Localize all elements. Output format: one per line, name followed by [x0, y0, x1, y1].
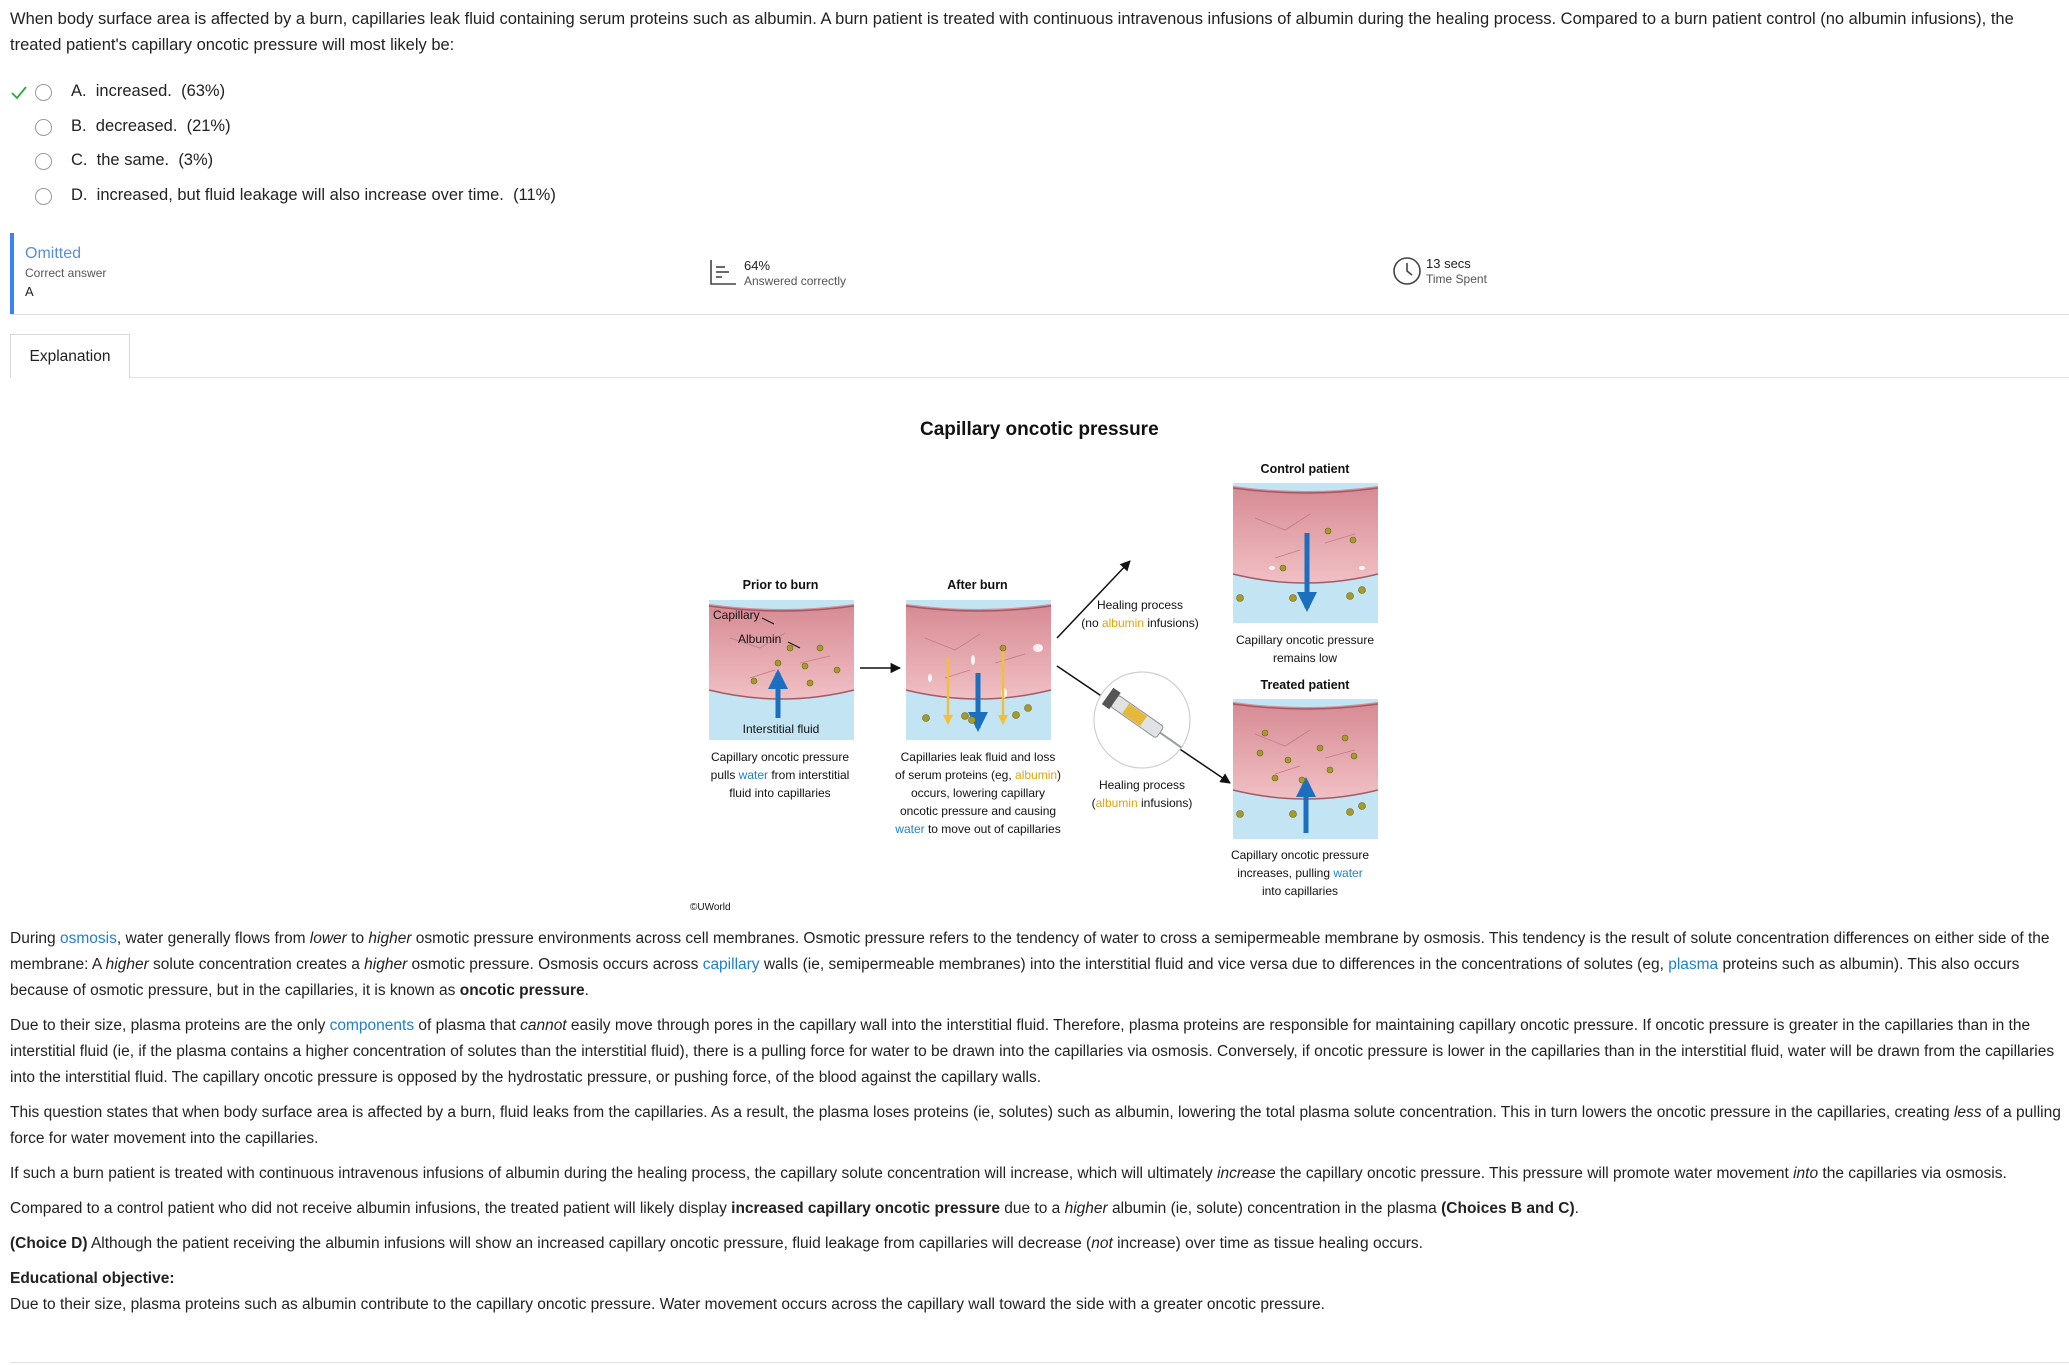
prior-to-burn-title: Prior to burn — [742, 578, 819, 592]
answer-choices — [10, 76, 710, 214]
treated-caption: Capillary oncotic pressure increases, pulling water into capillaries — [1230, 848, 1370, 898]
choice-text: B. decreased. (21%) — [71, 116, 231, 135]
status-accent-bar — [10, 233, 14, 314]
educational-objective-text: Due to their size, plasma proteins such as albumin contribute to the capillary oncotic pressure. Water movement occurs across the capillary wall toward the side with a greater oncotic pressure. — [10, 1296, 1325, 1313]
choice-text: A. increased. (63%) — [71, 82, 226, 100]
treated-patient-panel — [1233, 699, 1378, 839]
plasma-link[interactable]: plasma — [1668, 956, 1719, 973]
radio-button[interactable] — [35, 119, 52, 136]
time-spent-label: Time Spent — [1426, 272, 1487, 286]
copyright-label: ©UWorld — [690, 902, 731, 913]
explanation-paragraph-3: This question states that when body surface area is affected by a burn, fluid leaks from the capillaries. As a result, the plasma loses proteins (ie, solutes) such as albumin, lowering the total plasma solute concentration. This in turn lowers the oncotic pressure in the capillaries, creating less of a pulling force for water movement into the capillaries. — [10, 1104, 2061, 1147]
interstitial-fluid-label: Interstitial fluid — [742, 722, 820, 736]
control-caption: Capillary oncotic pressure remains low — [1235, 633, 1375, 665]
choice-d[interactable] — [10, 180, 710, 215]
explanation-paragraph-6: (Choice D) Although the patient receiving the albumin infusions will show an increased capillary oncotic pressure, fluid leakage from capillaries will decrease (not increase) over time as tissue healing occurs. — [10, 1235, 1423, 1252]
explanation-paragraph-1: During osmosis, water generally flows from lower to higher osmotic pressure environments across cell membranes. Osmotic pressure refers to the tendency of water to cross a semipermeable membrane by osmosis. This tendency is the result of solute concentration differences on either side of the membrane: A higher solute concentration creates a higher osmotic pressure. Osmosis occurs across capillary walls (ie, semipermeable membranes) into the interstitial fluid and vice versa due to differences in the concentrations of solutes (eg, plasma proteins such as albumin). This also occurs because of osmotic pressure, but in the capillaries, it is known as oncotic pressure. — [10, 930, 2050, 999]
educational-objective-title: Educational objective: — [10, 1270, 175, 1287]
choice-b[interactable] — [10, 111, 710, 146]
choice-a[interactable] — [10, 76, 710, 111]
tab-divider — [130, 377, 2069, 378]
correct-answer-value: A — [25, 284, 34, 299]
choice-c[interactable] — [10, 145, 710, 180]
explanation-paragraph-4: If such a burn patient is treated with continuous intravenous infusions of albumin during the healing process, the capillary solute concentration will increase, which will ultimately increase the capillary oncotic pressure. This pressure will promote water movement into the capillaries via osmosis. — [10, 1165, 2007, 1182]
clock-icon — [1392, 256, 1422, 286]
correct-answer-label: Correct answer — [25, 266, 107, 280]
after-burn-panel — [906, 600, 1051, 740]
percent-correct-stat — [708, 258, 846, 288]
percent-correct-label: Answered correctly — [744, 274, 847, 288]
explanation-body — [10, 926, 2065, 1327]
answer-stats-panel — [10, 233, 2069, 315]
status-omitted: Omitted — [25, 245, 82, 262]
time-spent-stat — [1392, 256, 1487, 286]
radio-button[interactable] — [35, 84, 52, 101]
radio-button[interactable] — [35, 188, 52, 205]
percent-correct-value: 64% — [744, 258, 771, 273]
prior-caption: Capillary oncotic pressure pulls water from interstitial fluid into capillaries — [710, 750, 850, 800]
after-burn-title: After burn — [947, 578, 1008, 592]
figure-title: Capillary oncotic pressure — [920, 419, 1159, 440]
explanation-paragraph-2: Due to their size, plasma proteins are the only components of plasma that cannot easily move through pores in the capillary wall into the interstitial fluid. Therefore, plasma proteins are responsible for maintaining capillary oncotic pressure. If oncotic pressure is greater in the capillaries than in the interstitial fluid (ie, if the plasma contains a higher concentration of solutes than the interstitial fluid), there is a pulling force for water to be drawn into the capillaries via osmosis. Conversely, if oncotic pressure is lower in the capillaries than in the interstitial fluid, water will be drawn from the capillaries into the interstitial fluid. The capillary oncotic pressure is opposed by the hydrostatic pressure, or pushing force, of the blood against the capillary walls. — [10, 1017, 2055, 1086]
capillary-label: Capillary — [713, 608, 760, 622]
components-link[interactable]: components — [329, 1017, 415, 1034]
capillary-oncotic-pressure-figure — [690, 408, 1400, 918]
radio-button[interactable] — [35, 153, 52, 170]
explanation-paragraph-5: Compared to a control patient who did not receive albumin infusions, the treated patient will likely display increased capillary oncotic pressure due to a higher albumin (ie, solute) concentration in the plasma (Choices B and C). — [10, 1200, 1579, 1217]
osmosis-link[interactable]: osmosis — [59, 930, 117, 947]
control-patient-title: Control patient — [1260, 462, 1350, 476]
choice-text: D. increased, but fluid leakage will also increase over time. (11%) — [71, 185, 556, 204]
healing-treated-label: Healing process (albumin infusions) — [1091, 778, 1193, 810]
treated-patient-title: Treated patient — [1260, 678, 1350, 692]
time-spent-value: 13 secs — [1426, 256, 1471, 271]
choice-text: C. the same. (3%) — [71, 151, 214, 169]
question-stem: When body surface area is affected by a burn, capillaries leak fluid containing serum proteins such as albumin. A burn patient is treated with continuous intravenous infusions of albumin during the healing process. Compared to a burn patient control (no albumin infusions), the treated patient's capillary oncotic pressure will most likely be: — [10, 10, 2014, 54]
capillary-link[interactable]: capillary — [702, 956, 760, 973]
tab-explanation[interactable]: Explanation — [10, 334, 130, 378]
albumin-infusion-syringe-icon — [1094, 672, 1190, 768]
after-caption: Capillaries leak fluid and loss of serum proteins (eg, albumin) occurs, lowering capillary oncotic pressure and causing water to move out of capillaries — [894, 750, 1062, 836]
albumin-label: Albumin — [738, 632, 782, 646]
bottom-divider — [10, 1362, 2069, 1363]
bar-chart-icon — [708, 257, 738, 287]
healing-control-label: Healing process (no albumin infusions) — [1081, 598, 1199, 630]
checkmark-icon — [10, 84, 28, 102]
correct-answer-stat — [25, 245, 106, 299]
control-patient-panel — [1233, 483, 1378, 623]
